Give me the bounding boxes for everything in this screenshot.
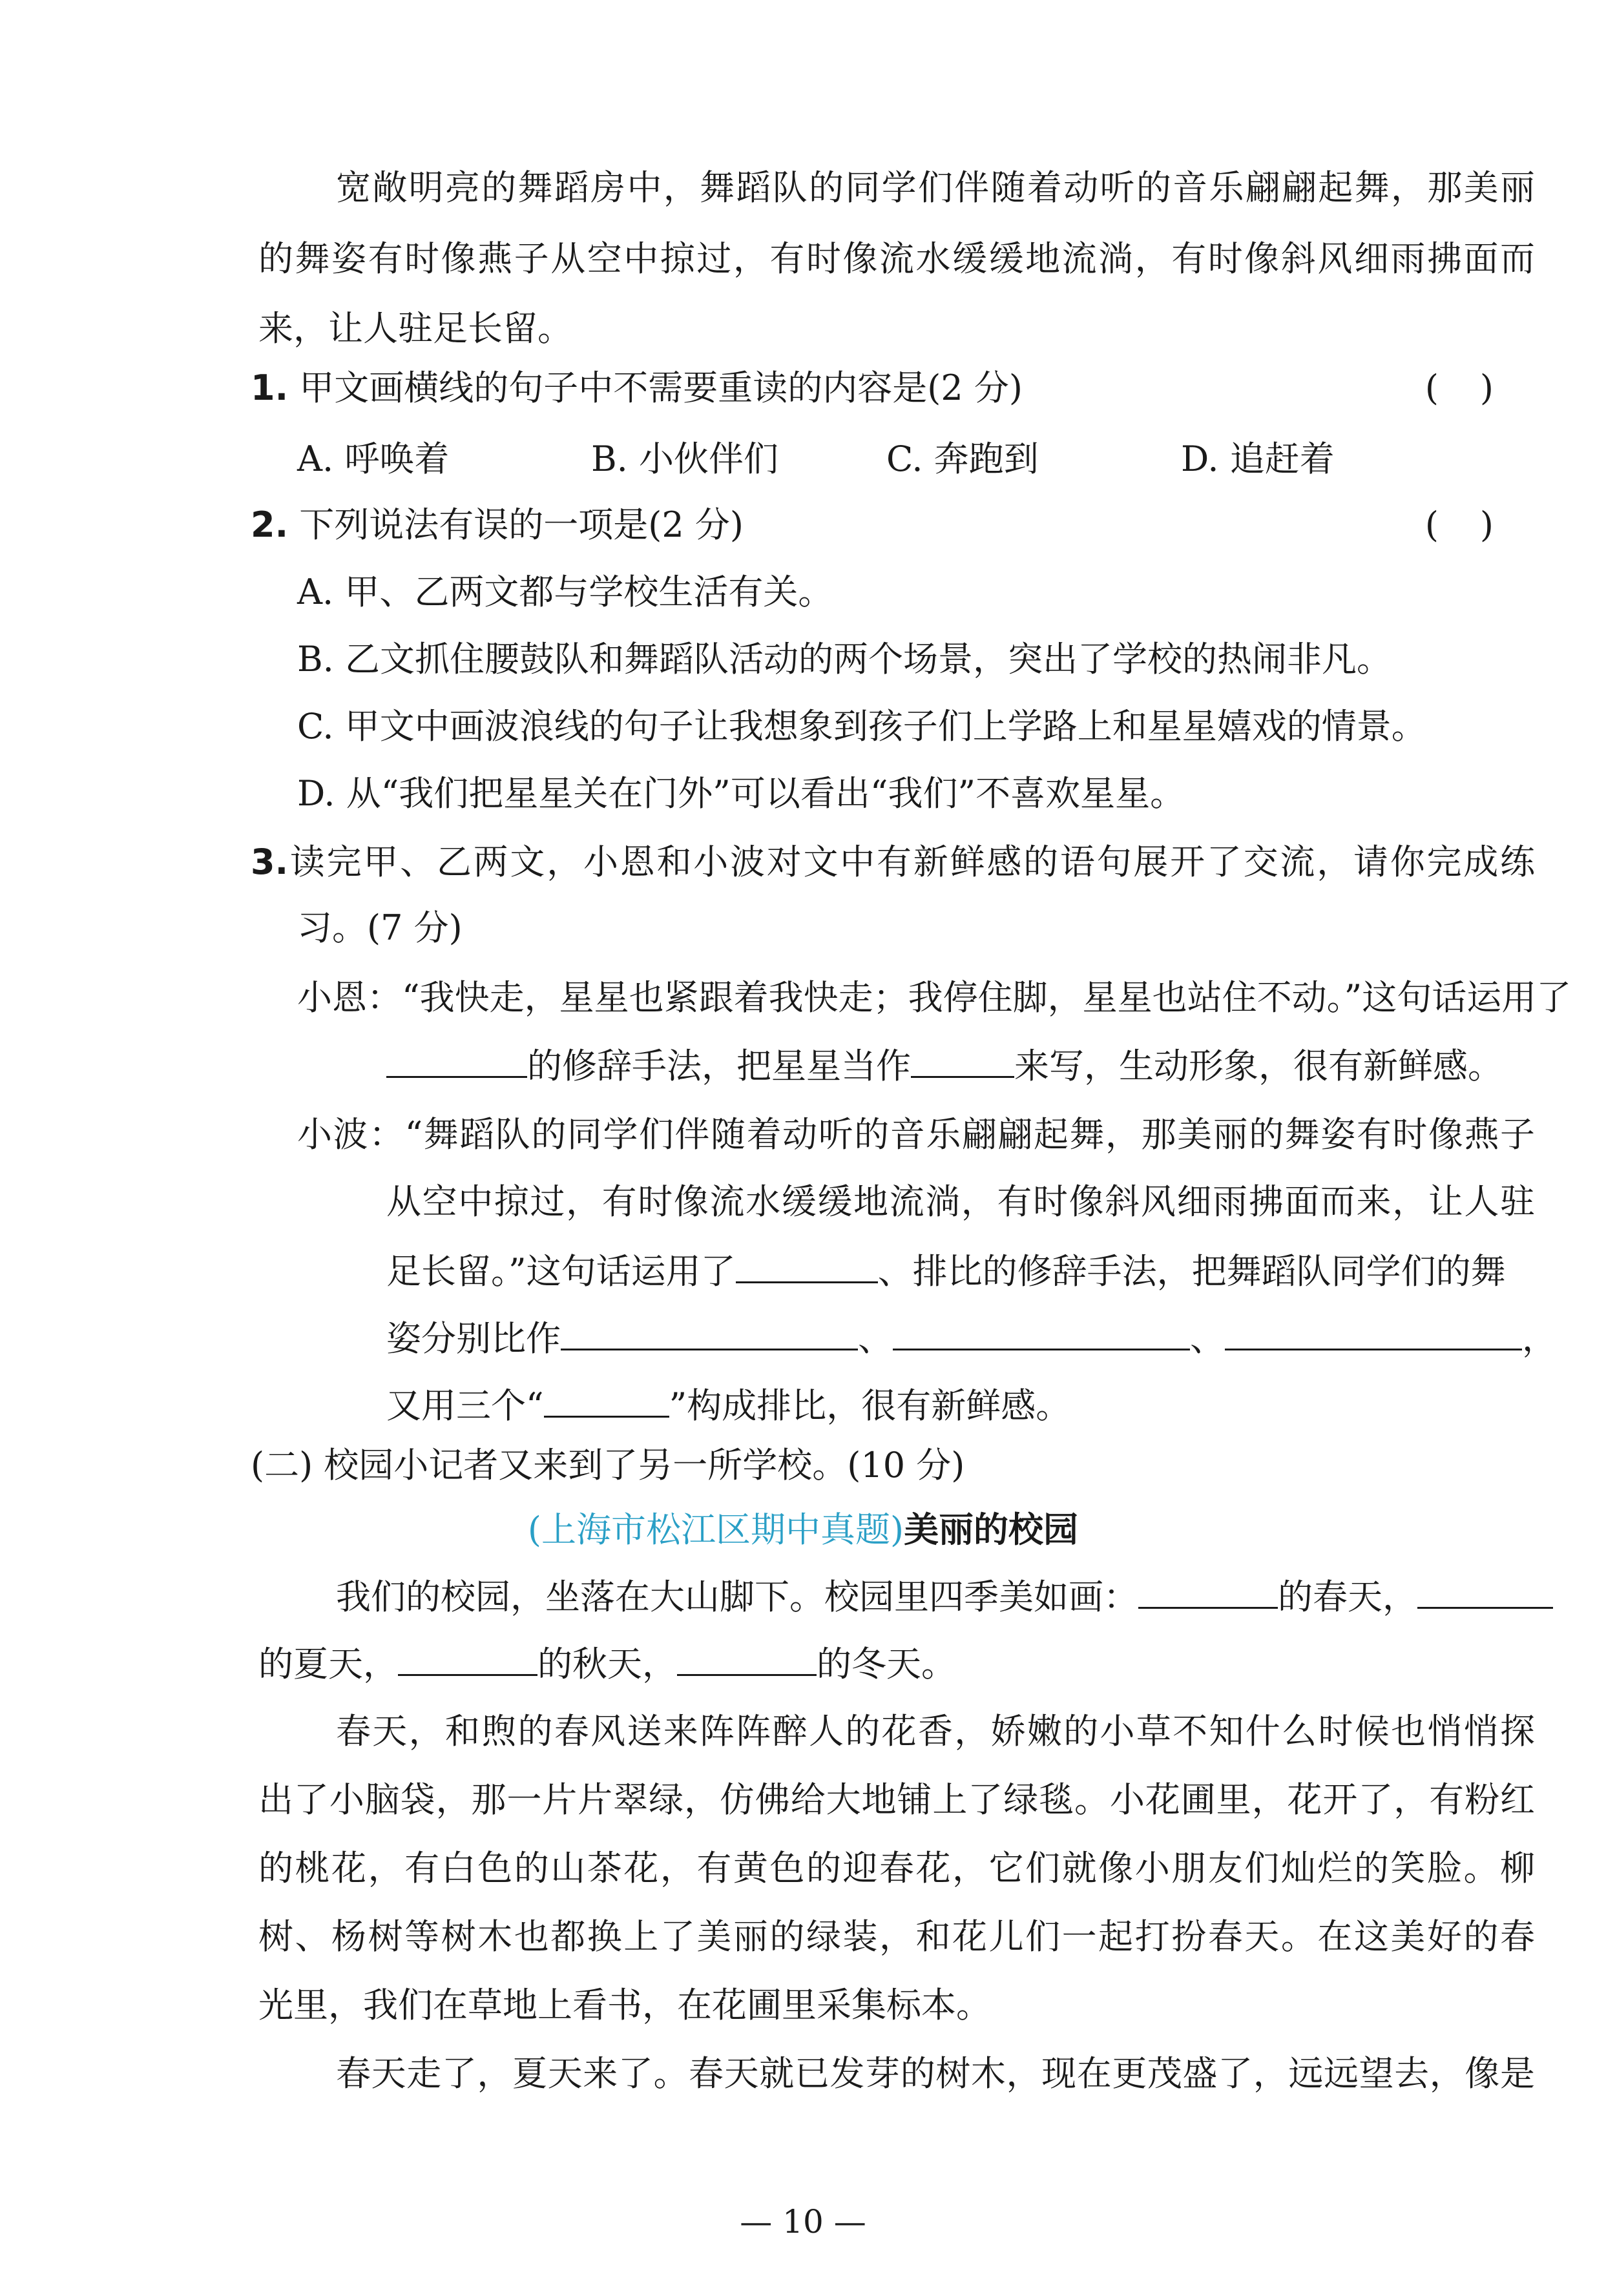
passage-line: [336, 1573, 1553, 1620]
passage-line: 树、杨树等树木也都换上了美丽的绿装，和花儿们一起打扮春天。在这美好的春: [258, 1916, 1535, 1957]
question-text: 甲文画横线的句子中不需要重读的内容是(2 分): [299, 367, 1023, 408]
answer-blank[interactable]: [911, 1042, 1014, 1078]
question-number: 1.: [251, 367, 289, 408]
answer-blank[interactable]: [677, 1640, 817, 1676]
option-c: C. 奔跑到: [886, 439, 1039, 479]
xiaobo-text: 足长留。”这句话运用了: [386, 1251, 736, 1292]
xiaobo-text: 、排比的修辞手法，把舞蹈队同学们的舞: [877, 1251, 1506, 1292]
xiaoen-text: 的修辞手法，把星星当作: [527, 1046, 911, 1086]
answer-parentheses[interactable]: (): [1424, 367, 1535, 408]
answer-blank[interactable]: [736, 1248, 878, 1283]
answer-blank[interactable]: [561, 1315, 858, 1350]
answer-blank[interactable]: [893, 1315, 1190, 1350]
passage-line: [258, 1640, 956, 1687]
answer-blank[interactable]: [1225, 1315, 1522, 1350]
passage-line: 出了小脑袋，那一片片翠绿，仿佛给大地铺上了绿毯。小花圃里，花开了，有粉红: [258, 1779, 1535, 1820]
passage-line: 的桃花，有白色的山茶花，有黄色的迎春花，它们就像小朋友们灿烂的笑脸。柳: [258, 1848, 1535, 1888]
page-number: — 10 —: [740, 2203, 866, 2240]
xiaobo-line: [386, 1315, 1557, 1361]
passage-line: 宽敞明亮的舞蹈房中，舞蹈队的同学们伴随着动听的音乐翩翩起舞，那美丽: [336, 167, 1535, 208]
question-text: 下列说法有误的一项是(2 分): [299, 504, 744, 545]
passage-line: 光里，我们在草地上看书，在花圃里采集标本。: [258, 1985, 991, 2025]
xiaobo-line: [386, 1248, 1506, 1294]
option-a: A. 甲、乙两文都与学校生活有关。: [297, 572, 833, 612]
xiaoen-line: [386, 1042, 1503, 1089]
xiaobo-text: ”构成排比，很有新鲜感。: [669, 1385, 1071, 1426]
question-text: 习。(7 分): [297, 907, 463, 948]
section-heading: (二) 校园小记者又来到了另一所学校。(10 分): [251, 1445, 965, 1485]
separator: ，: [1522, 1318, 1557, 1359]
xiaobo-text: 又用三个“: [386, 1385, 544, 1426]
option-c: C. 甲文中画波浪线的句子让我想象到孩子们上学路上和星星嬉戏的情景。: [297, 706, 1426, 747]
answer-blank[interactable]: [1138, 1573, 1278, 1609]
xiaobo-line: 从空中掠过，有时像流水缓缓地流淌，有时像斜风细雨拂面而来，让人驻: [386, 1181, 1535, 1222]
xiaoen-line: 小恩：“我快走，星星也紧跟着我快走；我停住脚，星星也站住不动。”这句话运用了: [297, 977, 1572, 1018]
option-b: B. 小伙伴们: [591, 439, 779, 479]
source-label: (上海市松江区期中真题): [527, 1509, 904, 1550]
question-2: [251, 502, 744, 548]
answer-blank[interactable]: [544, 1382, 669, 1418]
question-number: 2.: [251, 504, 289, 545]
xiaobo-line: 小波：“舞蹈队的同学们伴随着动听的音乐翩翩起舞，那美丽的舞姿有时像燕子: [297, 1114, 1535, 1155]
passage-text: 的春天，: [1278, 1577, 1417, 1617]
question-number: 3.: [251, 842, 289, 882]
answer-parentheses[interactable]: (): [1424, 504, 1535, 545]
question-1: [251, 366, 1023, 411]
passage-text: 的秋天，: [537, 1644, 677, 1684]
xiaobo-text: 姿分别比作: [386, 1318, 561, 1359]
separator: 、: [1190, 1318, 1225, 1359]
xiaobo-line: [386, 1382, 1070, 1429]
option-a: A. 呼唤着: [297, 439, 450, 479]
passage-line: 春天，和煦的春风送来阵阵醉人的花香，娇嫩的小草不知什么时候也悄悄探: [336, 1711, 1535, 1752]
separator: 、: [858, 1318, 893, 1359]
question-text: 读完甲、乙两文，小恩和小波对文中有新鲜感的语句展开了交流，请你完成练: [288, 842, 1535, 882]
answer-blank[interactable]: [398, 1640, 537, 1676]
option-d: D. 从“我们把星星关在门外”可以看出“我们”不喜欢星星。: [297, 773, 1185, 814]
passage-title-line: [0, 1507, 1606, 1553]
passage-text: 的冬天。: [817, 1644, 956, 1684]
option-d: D. 追赶着: [1181, 439, 1335, 479]
xiaoen-text: 来写，生动形象，很有新鲜感。: [1014, 1046, 1503, 1086]
passage-title: 美丽的校园: [904, 1509, 1079, 1550]
passage-line: 的舞姿有时像燕子从空中掠过，有时像流水缓缓地流淌，有时像斜风细雨拂面而: [258, 238, 1535, 279]
question-3: [251, 840, 1535, 885]
passage-text: 我们的校园，坐落在大山脚下。校园里四季美如画：: [336, 1577, 1138, 1617]
answer-blank[interactable]: [386, 1042, 527, 1078]
passage-text: 的夏天，: [258, 1644, 398, 1684]
option-b: B. 乙文抓住腰鼓队和舞蹈队活动的两个场景，突出了学校的热闹非凡。: [297, 639, 1392, 679]
answer-blank[interactable]: [1417, 1573, 1553, 1609]
passage-line: 来，让人驻足长留。: [258, 308, 572, 349]
passage-line: 春天走了，夏天来了。春天就已发芽的树木，现在更茂盛了，远远望去，像是: [336, 2053, 1535, 2094]
